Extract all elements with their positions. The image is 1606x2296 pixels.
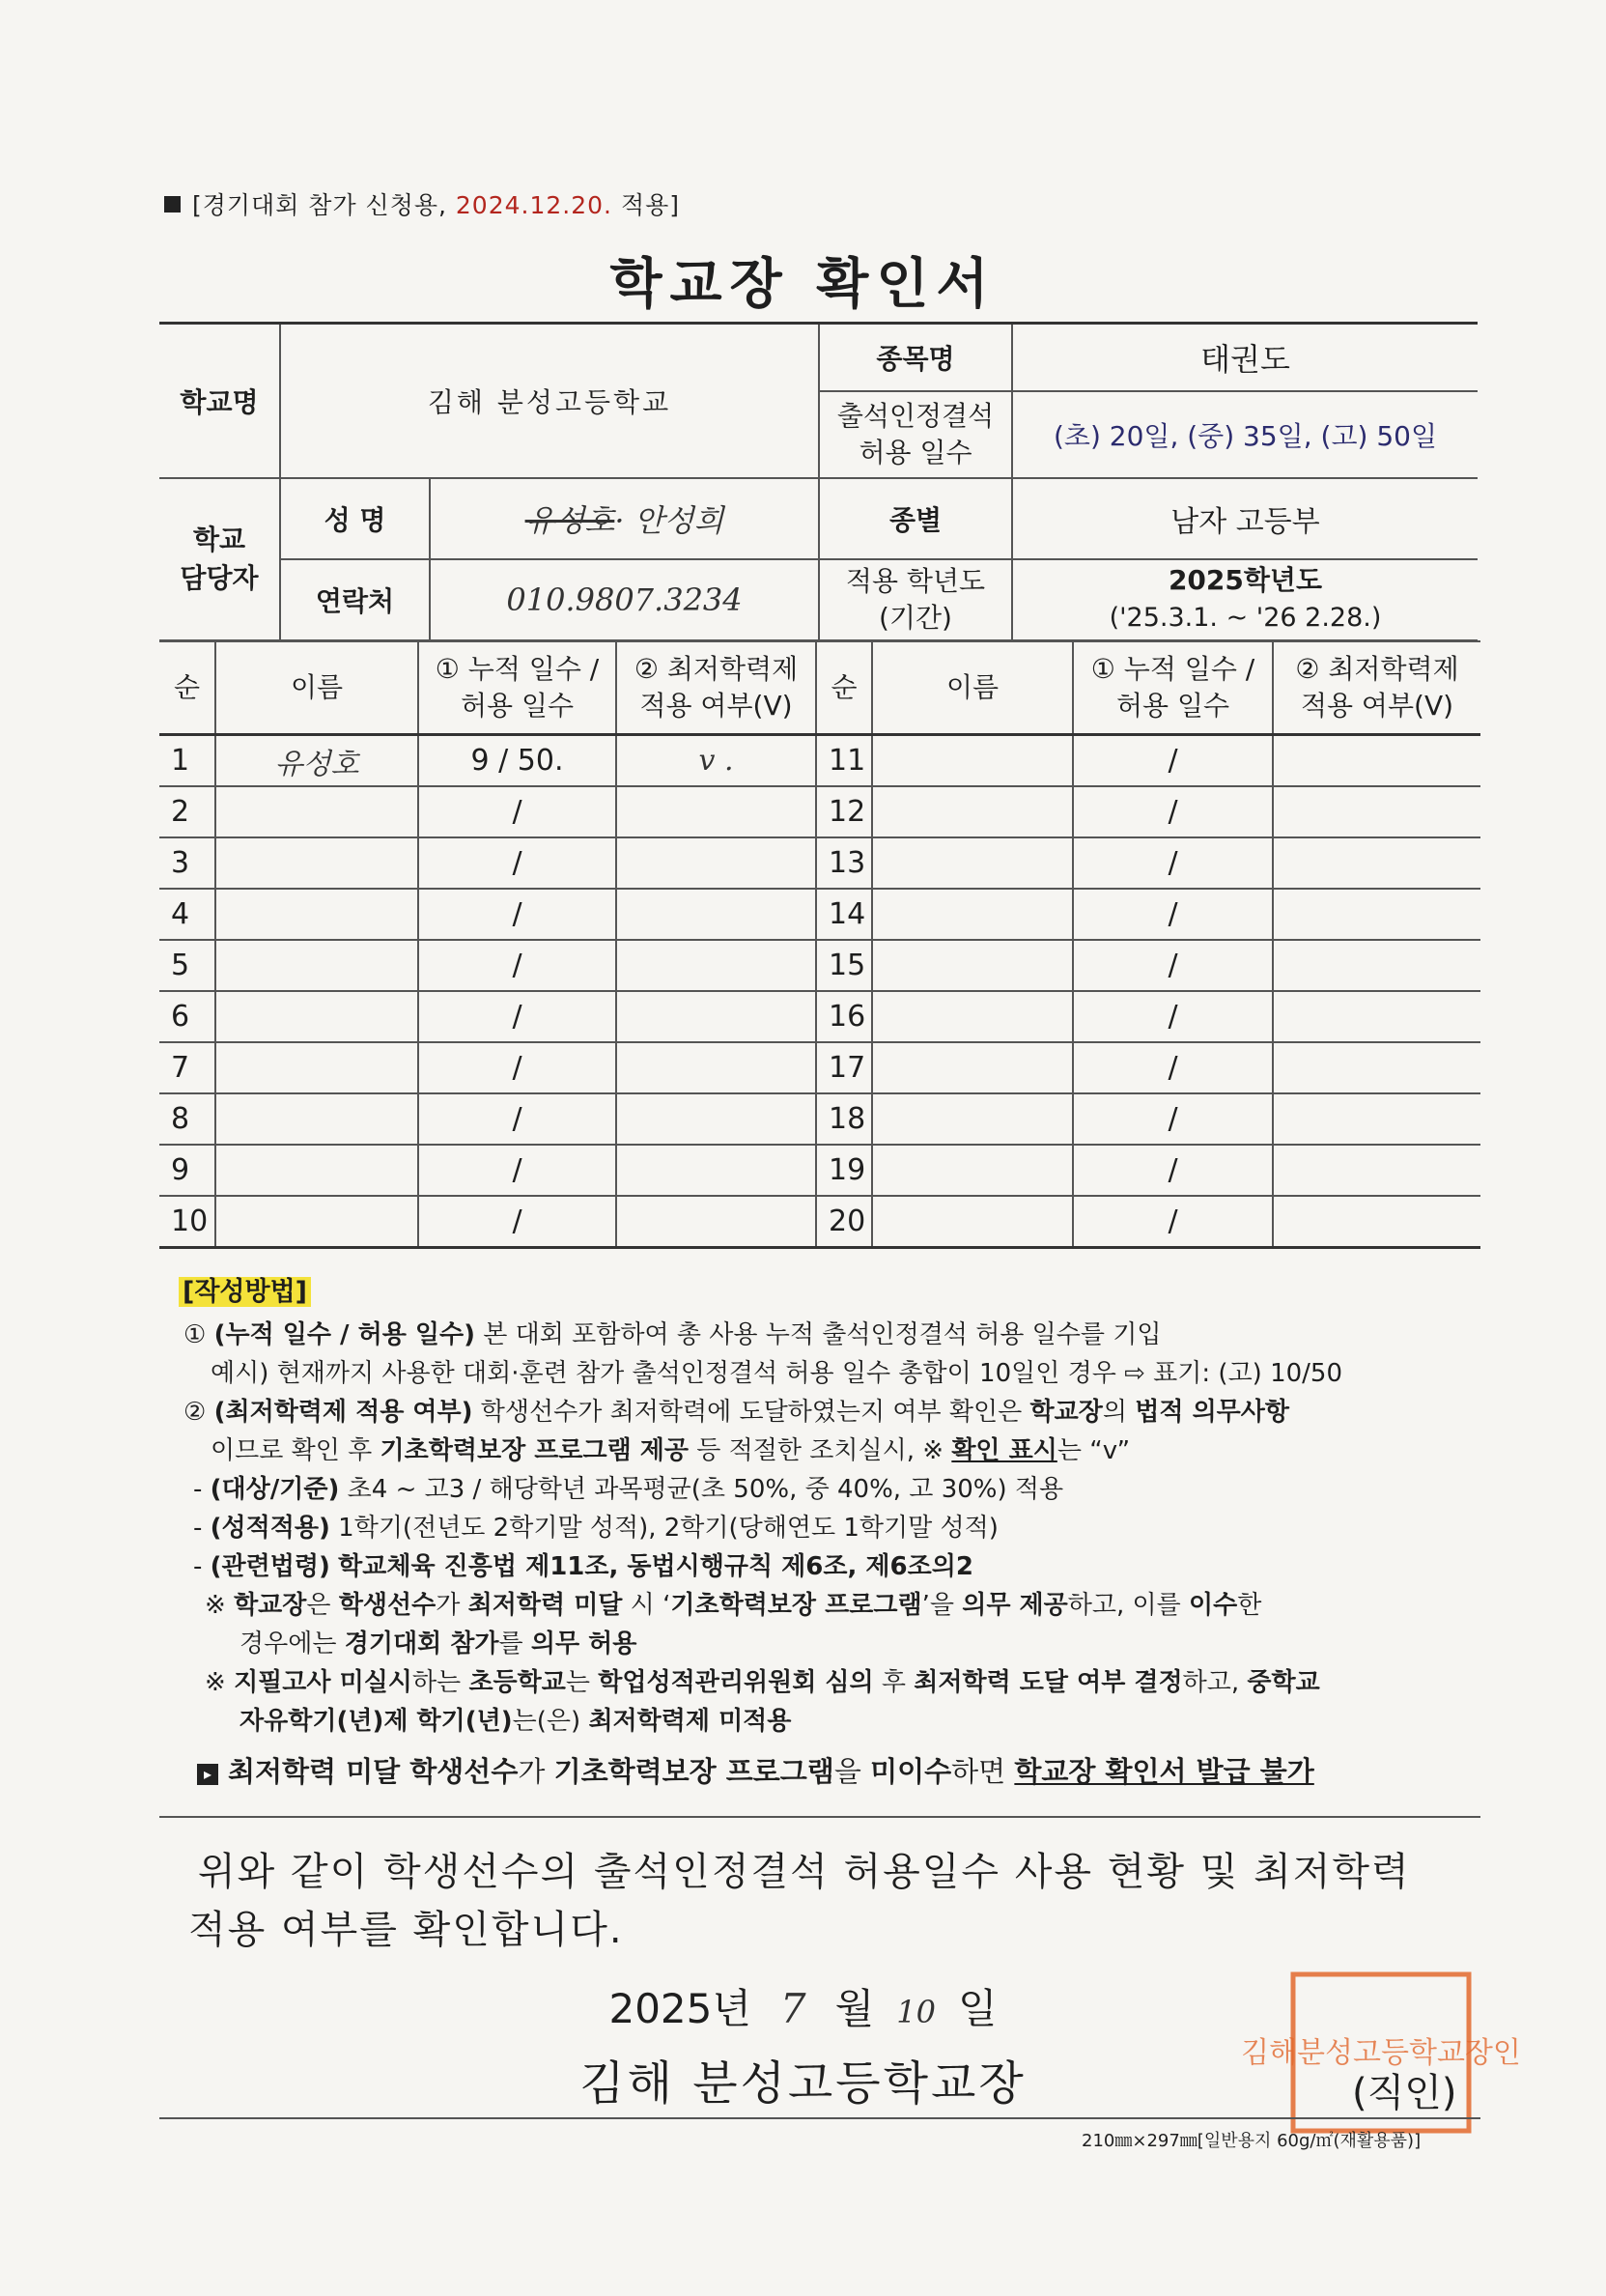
contact-value: 010.9807.3234 (430, 559, 819, 640)
student-table (159, 640, 1480, 1249)
contact-label: 연락처 (280, 559, 430, 640)
student-name (215, 940, 418, 991)
arrow-box-icon: ▸ (197, 1764, 218, 1785)
table-header-row (159, 641, 1480, 735)
instructions-heading: [작성방법] (179, 1277, 311, 1307)
event-label: 종목명 (819, 324, 1012, 391)
col-name-header: 이름 (215, 641, 418, 735)
note-1: ① (누적 일수 / 허용 일수) 본 대회 포함하여 총 사용 누적 출석인정결석 허용 일수를 기입 (183, 1320, 1162, 1349)
paper-spec: 210㎜×297㎜[일반용지 60g/㎡(재활용품)] (1082, 2131, 1422, 2151)
days-fraction-2: / (1073, 837, 1273, 889)
form-usage-note: [경기대회 참가 신청용, 2024.12.20. 적용] (164, 186, 680, 221)
row-number-2: 11 (816, 735, 872, 787)
apply-check-2 (1273, 1145, 1480, 1196)
row-number: 4 (159, 889, 215, 940)
table-row (159, 786, 1480, 837)
student-name-2 (872, 889, 1073, 940)
days-fraction-2: / (1073, 1093, 1273, 1145)
row-number: 8 (159, 1093, 215, 1145)
category-value: 남자 고등부 (1012, 478, 1478, 559)
days-fraction: 9 / 50. (418, 735, 616, 787)
school-year-value: 2025학년도 ('25.3.1. ~ '26 2.28.) (1012, 559, 1478, 640)
col-no-header-2: 순 (816, 641, 872, 735)
apply-check-2 (1273, 786, 1480, 837)
table-row (159, 1196, 1480, 1248)
student-name-2 (872, 1196, 1073, 1248)
days-fraction-2: / (1073, 786, 1273, 837)
apply-check-2 (1273, 991, 1480, 1042)
allowed-days-label: 출석인정결석 허용 일수 (819, 391, 1012, 478)
row-number: 2 (159, 786, 215, 837)
note-2: ② (최저학력제 적용 여부) 학생선수가 최저학력에 도달하였는지 여부 확인은 학교장의 법적 의무사항 (183, 1398, 1290, 1427)
apply-check (616, 889, 816, 940)
student-name-2 (872, 786, 1073, 837)
apply-check (616, 1196, 816, 1248)
instructions (183, 1273, 1487, 1791)
col-days-header-2: ① 누적 일수 / 허용 일수 (1073, 641, 1273, 735)
apply-check-2 (1273, 889, 1480, 940)
student-name (215, 889, 418, 940)
school-year-label: 적용 학년도 (기간) (819, 559, 1012, 640)
apply-check (616, 940, 816, 991)
row-number: 7 (159, 1042, 215, 1093)
table-row (159, 837, 1480, 889)
apply-check-2 (1273, 1093, 1480, 1145)
remark-2: ※ 지필고사 미실시하는 초등학교는 학업성적관리위원회 심의 후 최저학력 도달 여부 결정하고, 중학교 (205, 1668, 1320, 1697)
row-number: 6 (159, 991, 215, 1042)
days-fraction: / (418, 786, 616, 837)
table-row (159, 1145, 1480, 1196)
row-number-2: 14 (816, 889, 872, 940)
category-label: 종별 (819, 478, 1012, 559)
student-name (215, 1145, 418, 1196)
table-row (159, 735, 1480, 787)
col-days-header: ① 누적 일수 / 허용 일수 (418, 641, 616, 735)
bottom-divider (159, 2117, 1480, 2119)
student-name-2 (872, 1042, 1073, 1093)
student-name-2 (872, 837, 1073, 889)
col-no-header: 순 (159, 641, 215, 735)
divider (159, 1816, 1480, 1818)
table-row (159, 889, 1480, 940)
student-name-2 (872, 1145, 1073, 1196)
warning: ▸ 최저학력 미달 학생선수가 기초학력보장 프로그램을 미이수하면 학교장 확인서 발급 불가 (183, 1752, 1487, 1791)
student-name-2 (872, 991, 1073, 1042)
apply-check-2 (1273, 940, 1480, 991)
row-number-2: 13 (816, 837, 872, 889)
applied-date: 2024.12.20. (455, 191, 612, 219)
days-fraction-2: / (1073, 991, 1273, 1042)
apply-check-2 (1273, 1042, 1480, 1093)
student-name (215, 1196, 418, 1248)
apply-check-2 (1273, 735, 1480, 787)
signer: 김해 분성고등학교장 (579, 2056, 1027, 2111)
days-fraction: / (418, 1196, 616, 1248)
school-info-table (159, 322, 1478, 641)
seal-text: 김해분성고등학교장인 (1241, 2036, 1521, 2070)
detail-target: - (대상/기준) 초4 ~ 고3 / 해당학년 과목평균(초 50%, 중 40%, 고 30%) 적용 (193, 1475, 1064, 1504)
days-fraction: / (418, 940, 616, 991)
row-number-2: 20 (816, 1196, 872, 1248)
confirmation-text: 위와 같이 학생선수의 출석인정결석 허용일수 사용 현황 및 최저학력 적용 여부를 확인합니다. (188, 1850, 1411, 1952)
days-fraction-2: / (1073, 1196, 1273, 1248)
days-fraction: / (418, 1145, 616, 1196)
student-name (215, 786, 418, 837)
table-row (159, 1093, 1480, 1145)
remark-1: ※ 학교장은 학생선수가 최저학력 미달 시 ‘기초학력보장 프로그램’을 의무 제공하고, 이를 이수한 (205, 1591, 1262, 1620)
apply-check (616, 786, 816, 837)
days-fraction: / (418, 889, 616, 940)
row-number: 1 (159, 735, 215, 787)
student-name-2 (872, 940, 1073, 991)
seal-label: (직인) (1352, 2071, 1457, 2115)
detail-law: - (관련법령) 학교체육 진흥법 제11조, 동법시행규칙 제6조, 제6조의2 (193, 1552, 973, 1581)
student-name (215, 1093, 418, 1145)
student-name (215, 837, 418, 889)
days-fraction-2: / (1073, 1042, 1273, 1093)
event-value: 태권도 (1012, 324, 1478, 391)
remark-1-cont: 경우에는 경기대회 참가를 의무 허용 (239, 1630, 637, 1658)
student-name-2 (872, 1093, 1073, 1145)
apply-check (616, 1042, 816, 1093)
row-number-2: 18 (816, 1093, 872, 1145)
manager-name-value: 유성호· 안성희 (430, 478, 819, 559)
note-2-cont: 이므로 확인 후 기초학력보장 프로그램 제공 등 적절한 조치실시, ※ 확인 표시는 “v” (211, 1436, 1131, 1465)
days-fraction-2: / (1073, 940, 1273, 991)
document-title: 학교장 확인서 (609, 253, 997, 316)
apply-check-2 (1273, 1196, 1480, 1248)
manager-name-label: 성 명 (280, 478, 430, 559)
col-apply-header-2: ② 최저학력제 적용 여부(V) (1273, 641, 1480, 735)
days-fraction: / (418, 1042, 616, 1093)
days-fraction-2: / (1073, 889, 1273, 940)
col-name-header-2: 이름 (872, 641, 1073, 735)
table-row (159, 1042, 1480, 1093)
issue-date: 2025년 7 월 10 일 (608, 1985, 998, 2032)
apply-check (616, 1145, 816, 1196)
col-apply-header: ② 최저학력제 적용 여부(V) (616, 641, 816, 735)
detail-grade: - (성적적용) 1학기(전년도 2학기말 성적), 2학기(당해연도 1학기말 성적) (193, 1514, 999, 1543)
row-number: 9 (159, 1145, 215, 1196)
allowed-days-value: (초) 20일, (중) 35일, (고) 50일 (1012, 391, 1478, 478)
note-1-example: 예시) 현재까지 사용한 대회·훈련 참가 출석인정결석 허용 일수 총합이 10일인 경우 ⇨ 표기: (고) 10/50 (211, 1359, 1343, 1388)
school-name-value: 김해 분성고등학교 (280, 324, 819, 478)
row-number: 10 (159, 1196, 215, 1248)
student-name (215, 1042, 418, 1093)
days-fraction: / (418, 1093, 616, 1145)
row-number-2: 16 (816, 991, 872, 1042)
days-fraction-2: / (1073, 1145, 1273, 1196)
apply-check (616, 837, 816, 889)
apply-check (616, 1093, 816, 1145)
apply-check: v . (616, 735, 816, 787)
student-name-2 (872, 735, 1073, 787)
row-number: 3 (159, 837, 215, 889)
row-number-2: 19 (816, 1145, 872, 1196)
square-bullet-icon (164, 196, 181, 213)
student-name (215, 991, 418, 1042)
table-row (159, 940, 1480, 991)
days-fraction: / (418, 837, 616, 889)
school-name-label: 학교명 (159, 324, 280, 478)
row-number-2: 12 (816, 786, 872, 837)
student-name: 유성호 (215, 735, 418, 787)
row-number-2: 15 (816, 940, 872, 991)
days-fraction: / (418, 991, 616, 1042)
manager-label: 학교 담당자 (159, 478, 280, 640)
remark-2-cont: 자유학기(년)제 학기(년)는(은) 최저학력제 미적용 (239, 1707, 792, 1736)
days-fraction-2: / (1073, 735, 1273, 787)
apply-check-2 (1273, 837, 1480, 889)
row-number: 5 (159, 940, 215, 991)
apply-check (616, 991, 816, 1042)
table-row (159, 991, 1480, 1042)
row-number-2: 17 (816, 1042, 872, 1093)
